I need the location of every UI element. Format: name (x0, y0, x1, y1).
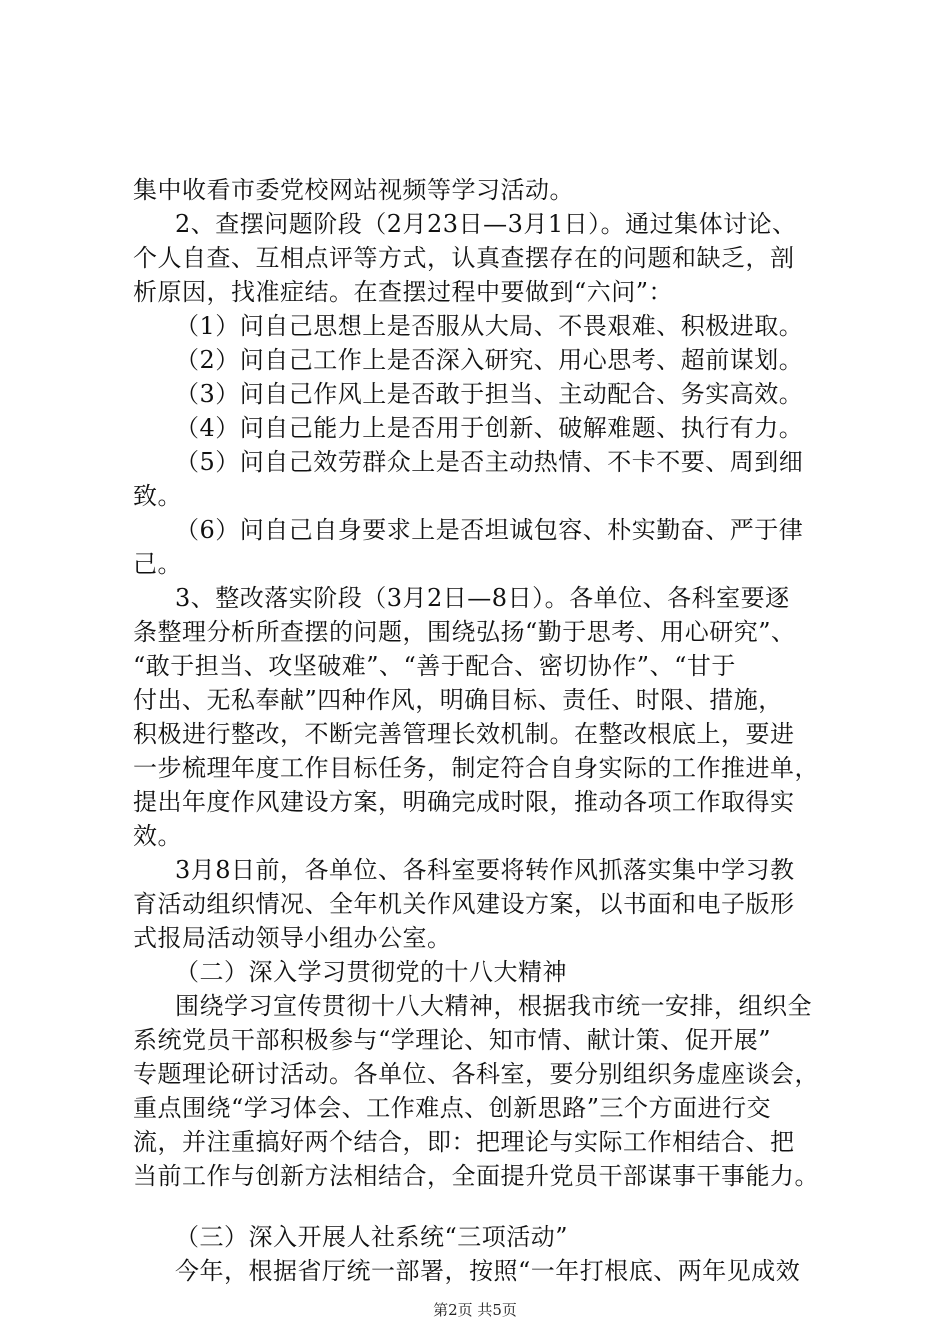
text-line: 重点围绕“学习体会、工作难点、创新思路”三个方面进行交 (133, 1094, 772, 1122)
text-line: （2）问自己工作上是否深入研究、用心思考、超前谋划。 (175, 346, 804, 374)
section-heading: （三）深入开展人社系统“三项活动” (175, 1223, 569, 1251)
text-line: 一步梳理年度工作目标任务，制定符合自身实际的工作推进单， (133, 754, 819, 782)
section-heading: （二）深入学习贯彻党的十八大精神 (175, 958, 567, 986)
text-line: （4）问自己能力上是否用于创新、破解难题、执行有力。 (175, 414, 804, 442)
text-line: 2、查摆问题阶段（2月23日—3月1日）。通过集体讨论、 (175, 210, 797, 238)
text-line: 当前工作与创新方法相结合，全面提升党员干部谋事干事能力。 (133, 1162, 819, 1190)
text-line: 集中收看市委党校网站视频等学习活动。 (133, 176, 574, 204)
text-line: 提出年度作风建设方案，明确完成时限，推动各项工作取得实 (133, 788, 795, 816)
text-line: 育活动组织情况、全年机关作风建设方案，以书面和电子版形 (133, 890, 795, 918)
text-line: （1）问自己思想上是否服从大局、不畏艰难、积极进取。 (175, 312, 804, 340)
text-line: 今年，根据省厅统一部署，按照“一年打根底、两年见成效 (175, 1257, 801, 1285)
text-line: 致。 (133, 482, 182, 510)
text-line: 专题理论研讨活动。各单位、各科室，要分别组织务虚座谈会， (133, 1060, 819, 1088)
page-footer: 第2页 共5页 (433, 1301, 517, 1319)
text-line: （5）问自己效劳群众上是否主动热情、不卡不要、周到细 (175, 448, 804, 476)
text-line: 系统党员干部积极参与“学理论、知市情、献计策、促开展” (133, 1026, 772, 1054)
text-line: 效。 (133, 822, 182, 850)
text-line: 3、整改落实阶段（3月2日—8日）。各单位、各科室要逐 (175, 584, 790, 612)
text-line: 付出、无私奉献”四种作风，明确目标、责任、时限、措施， (133, 686, 783, 714)
text-line: 式报局活动领导小组办公室。 (133, 924, 452, 952)
text-line: 条整理分析所查摆的问题，围绕弘扬“勤于思考、用心研究”、 (133, 618, 796, 646)
text-line: 流，并注重搞好两个结合，即：把理论与实际工作相结合、把 (133, 1128, 795, 1156)
text-line: 析原因，找准症结。在查摆过程中要做到“六问”： (133, 278, 674, 306)
text-line: （3）问自己作风上是否敢于担当、主动配合、务实高效。 (175, 380, 804, 408)
text-line: 3月8日前，各单位、各科室要将转作风抓落实集中学习教 (175, 856, 795, 884)
text-line: 己。 (133, 550, 182, 578)
text-line: “敢于担当、攻坚破难”、“善于配合、密切协作”、“甘于 (133, 652, 736, 680)
text-line: （6）问自己自身要求上是否坦诚包容、朴实勤奋、严于律 (175, 516, 804, 544)
text-line: 积极进行整改，不断完善管理长效机制。在整改根底上，要进 (133, 720, 795, 748)
text-line: 围绕学习宣传贯彻十八大精神，根据我市统一安排，组织全 (175, 992, 812, 1020)
text-line: 个人自查、互相点评等方式，认真查摆存在的问题和缺乏，剖 (133, 244, 795, 272)
